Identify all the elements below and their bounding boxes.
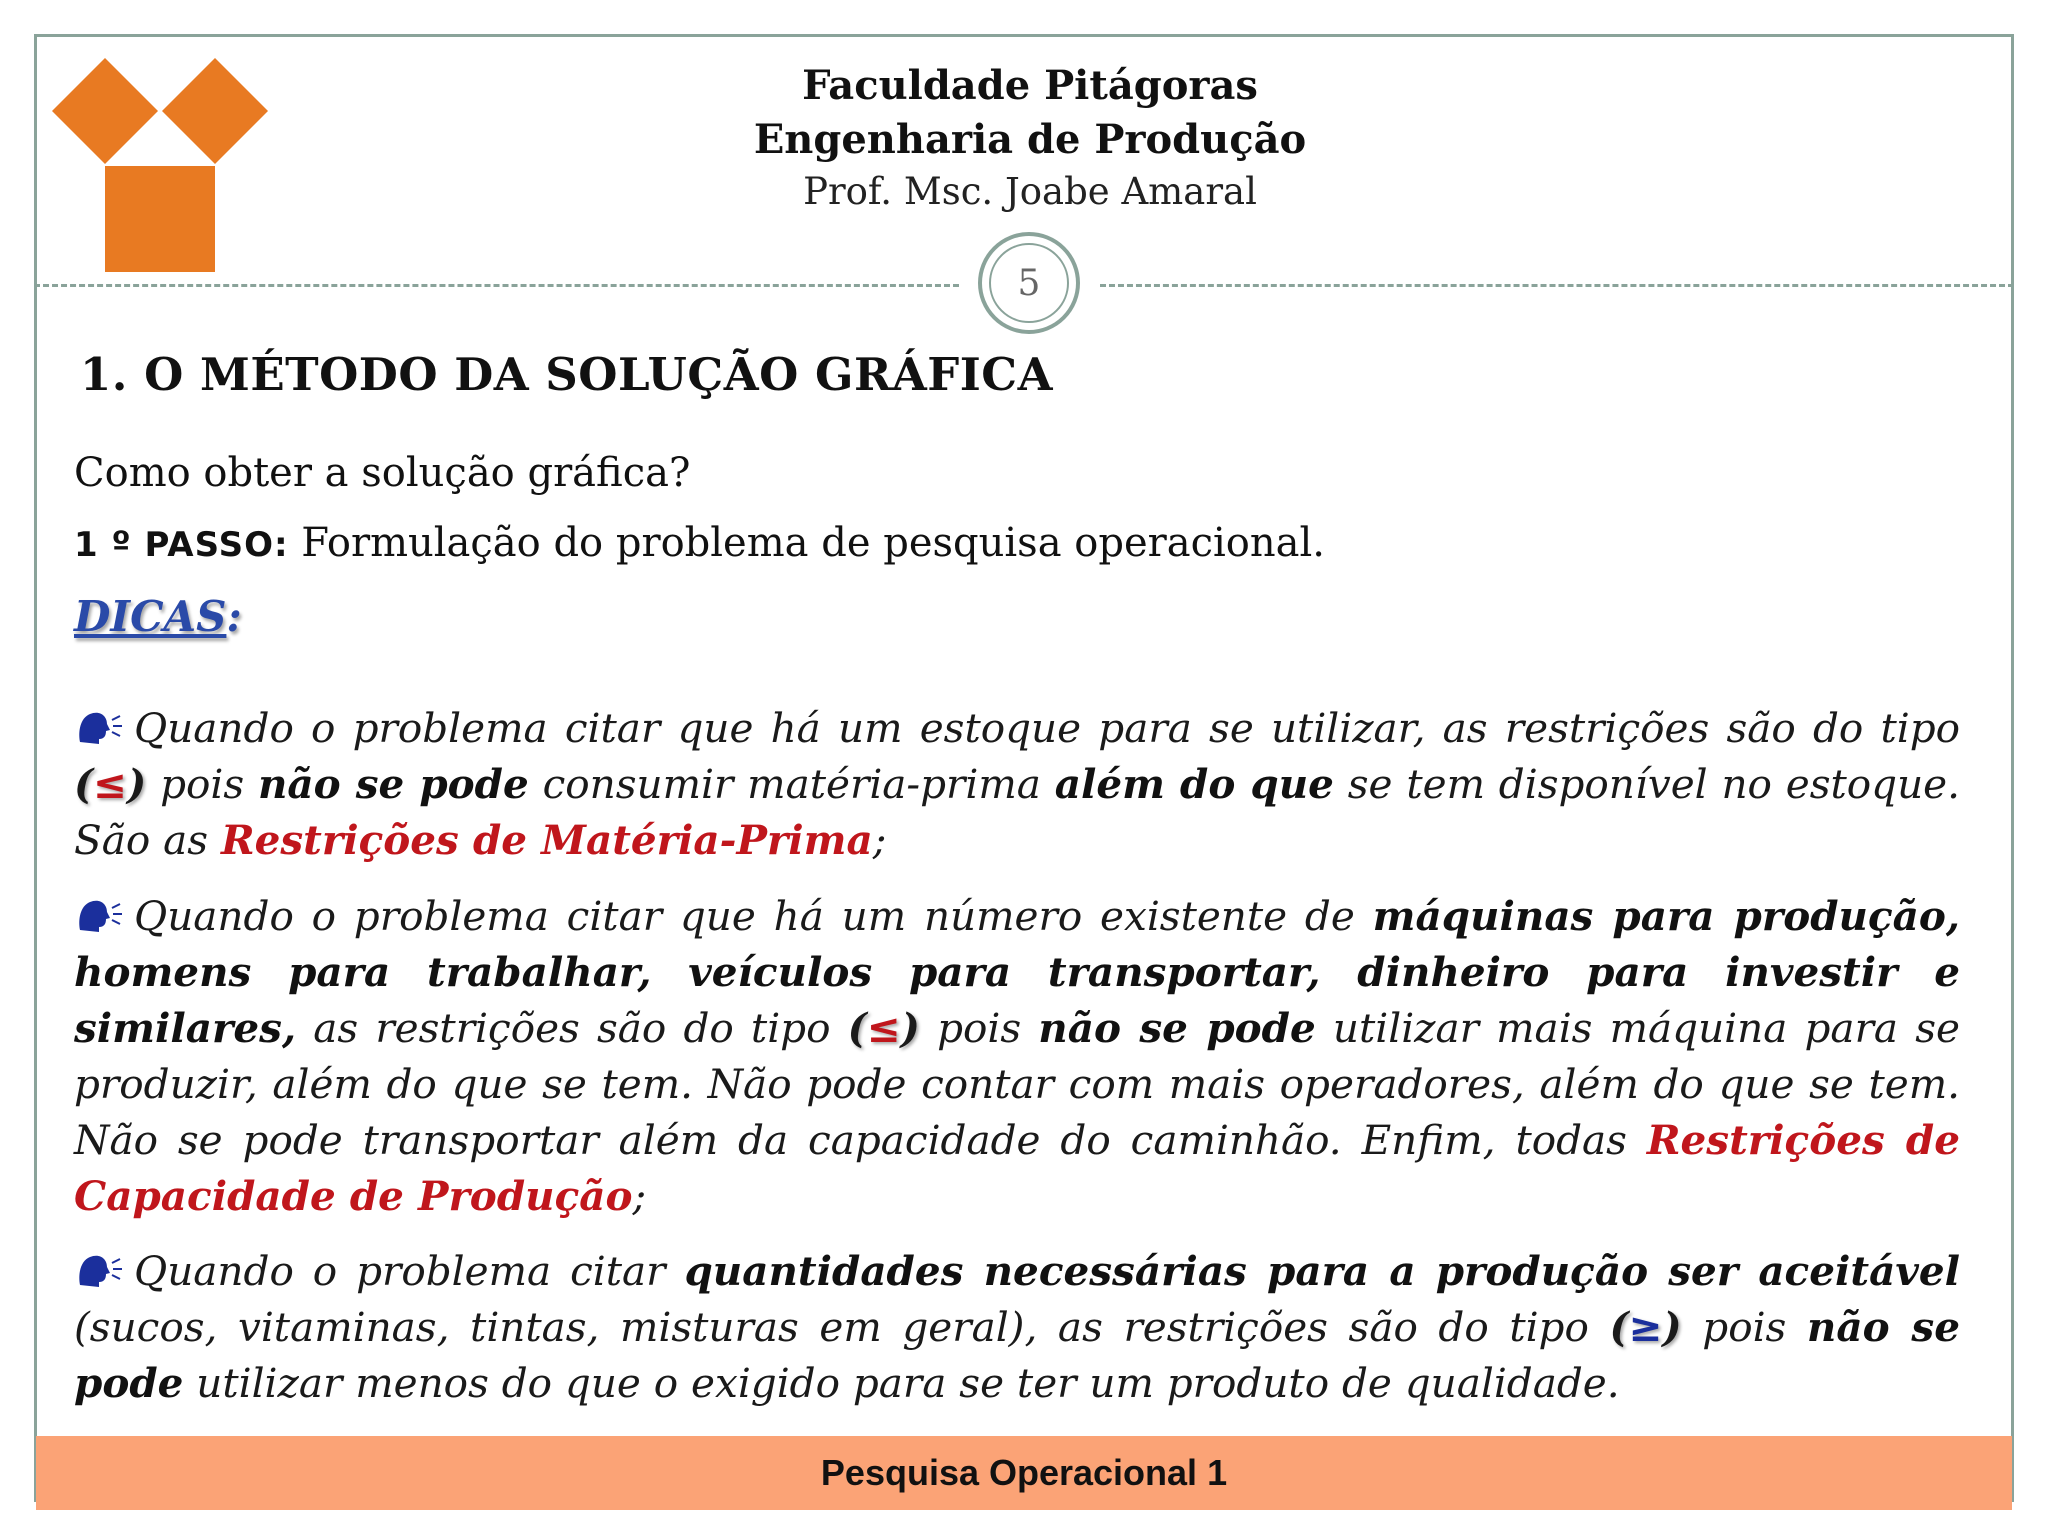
professor-name: Prof. Msc. Joabe Amaral — [803, 170, 1257, 213]
tips-label: DICAS — [74, 592, 227, 641]
p2-text-3: pois — [919, 1004, 1039, 1052]
p1-text-3: consumir matéria-prima — [528, 760, 1055, 808]
step-line — [74, 520, 1325, 566]
institution-name: Faculdade Pitágoras — [802, 62, 1258, 109]
p1-text-5: ; — [872, 816, 887, 864]
p2-symbol — [848, 1004, 920, 1052]
p2-text-1: Quando o problema citar que há um número existente de — [134, 892, 1373, 940]
p2-text-4: utilizar mais máquina para se produzir, além do que se tem. Não pode contar com mais operadores, além do que se tem. Não se pode transportar além da capacidade do caminhão. Enfim, todas — [74, 1004, 1960, 1164]
p1-bold-2: além do que — [1054, 760, 1334, 808]
p3-bold-2: não se pode — [74, 1303, 1960, 1407]
p1-symbol-op: ≤ — [93, 760, 128, 808]
p3-text-2: (sucos, vitaminas, tintas, misturas em geral), as restrições são do tipo — [74, 1303, 1610, 1351]
footer-label: Pesquisa Operacional 1 — [820, 1452, 1228, 1493]
tips-colon: : — [226, 592, 242, 641]
p1-text-4: se tem disponível no estoque. São as — [74, 760, 1960, 864]
p1-symbol-open: ( — [74, 760, 94, 808]
page-number-badge — [978, 232, 1080, 334]
speaking-head-icon — [74, 1251, 124, 1289]
p3-text-1: Quando o problema citar — [134, 1247, 685, 1295]
header-divider-right — [1100, 284, 2014, 287]
footer-bar — [36, 1436, 2012, 1510]
p2-text-2: as restrições são do tipo — [296, 1004, 848, 1052]
header-divider-left — [34, 284, 959, 287]
p3-text-4: utilizar menos do que o exigido para se ter um produto de qualidade. — [183, 1359, 1620, 1407]
p3-text-3: pois — [1681, 1303, 1807, 1351]
pitagoras-logo-icon — [50, 58, 270, 272]
p1-symbol — [74, 760, 146, 808]
p2-bold-2: não se pode — [1038, 1004, 1316, 1052]
p3-symbol-open: ( — [1609, 1303, 1629, 1351]
section-title: 1. O MÉTODO DA SOLUÇÃO GRÁFICA — [80, 348, 1053, 401]
p3-symbol-close: ) — [1662, 1303, 1682, 1351]
question-text: Como obter a solução gráfica? — [74, 450, 691, 496]
step-label: 1 º PASSO: — [74, 525, 289, 565]
tip-paragraph-1 — [74, 700, 1960, 868]
p3-symbol — [1609, 1303, 1681, 1351]
p3-symbol-op: ≥ — [1628, 1303, 1663, 1351]
page-number: 5 — [989, 243, 1069, 323]
tips-heading — [74, 592, 242, 641]
p1-red-1: Restrições de Matéria-Prima — [220, 816, 873, 864]
p2-symbol-op: ≤ — [866, 1004, 901, 1052]
p3-bold-1: quantidades necessárias para a produção ser aceitável — [684, 1247, 1961, 1295]
step-text: Formulação do problema de pesquisa operacional. — [288, 520, 1325, 566]
p1-text-2: pois — [146, 760, 258, 808]
p2-symbol-open: ( — [847, 1004, 867, 1052]
tip-paragraph-2 — [74, 888, 1960, 1224]
speaking-head-icon — [74, 896, 124, 934]
course-name: Engenharia de Produção — [753, 116, 1307, 163]
p2-bold-1: máquinas para produção, homens para trabalhar, veículos para transportar, dinheiro para investir e similares, — [74, 892, 1960, 1052]
p2-text-5: ; — [632, 1172, 647, 1220]
tip-paragraph-3 — [74, 1243, 1960, 1411]
speaking-head-icon — [74, 708, 124, 746]
p1-bold-1: não se pode — [257, 760, 529, 808]
p2-symbol-close: ) — [900, 1004, 920, 1052]
p1-symbol-close: ) — [127, 760, 147, 808]
p1-text-1: Quando o problema citar que há um estoque para se utilizar, as restrições são do tipo — [134, 704, 1960, 752]
p2-red-1: Restrições de Capacidade de Produção — [74, 1116, 1960, 1220]
